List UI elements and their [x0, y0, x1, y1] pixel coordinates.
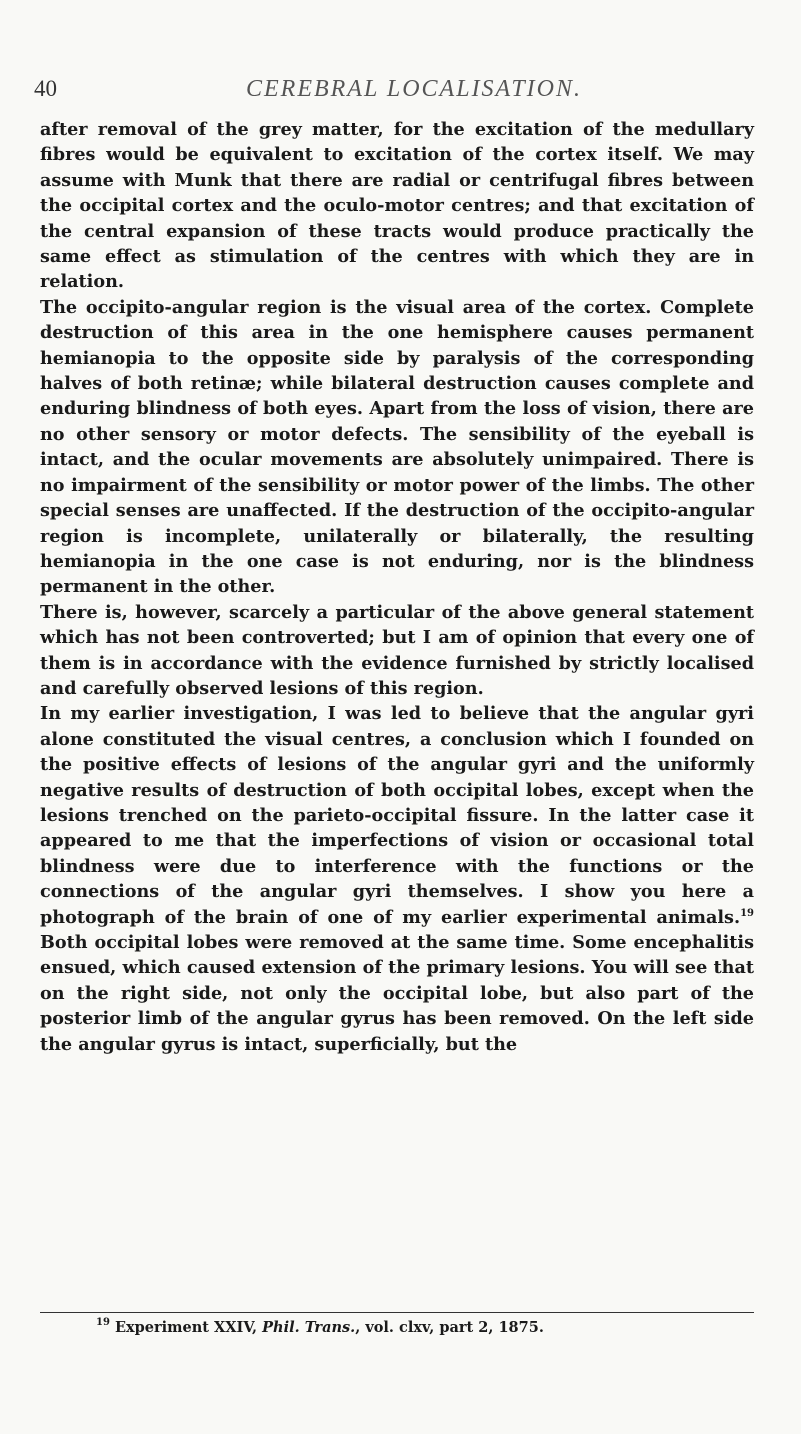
- running-title: CEREBRAL LOCALISATION.: [245, 76, 583, 102]
- paragraph-3: There is, however, scarcely a particular of the above general statement which has not been controverted; but I am of opinion that every one of them is in accordance with the evidence furnished by strictly localised and carefully observed lesions of this region.: [40, 601, 754, 699]
- footnote-text-after: , vol. clxv, part 2, 1875.: [355, 1319, 544, 1336]
- page-number: 40: [34, 76, 57, 101]
- paragraph-2: The occipito-angular region is the visual area of the cortex. Complete destruction of this area in the one hemisphere causes permanent hemianopia to the opposite side by paralysis of the corresponding halves of both retinæ; while bilateral destruction causes complete and enduring blindness of both eyes. Apart from the loss of vision, there are no other sensory or motor defects. The sensibility of the eyeball is intact, and the ocular movements are absolutely unimpaired. There is no impairment of the sensibility or motor power of the limbs. The other special senses are unaffected. If the destruction of the occipito-angular region is incomplete, unilaterally or bilaterally, the resulting hemianopia in the one case is not enduring, nor is the blindness permanent in the other.: [40, 296, 754, 598]
- body-text: [40, 117, 754, 1057]
- paragraph-4: [40, 701, 754, 1057]
- footnote-divider: [40, 1312, 754, 1313]
- paragraph-1: after removal of the grey matter, for the excitation of the medullary fibres would be equivalent to excitation of the cortex itself. We may assume with Munk that there are radial or centrifugal fibres between the occipital cortex and the oculo-motor centres; and that excitation of the central expansion of these tracts would produce practically the same effect as stimulation of the centres with which they are in relation.: [40, 119, 754, 293]
- footnote-text-before: Experiment XXIV,: [109, 1319, 263, 1336]
- footnote-number: 19: [96, 1317, 110, 1328]
- paragraph-4-tail: Both occipital lobes were removed at the same time. Some encephalitis ensued, which caused extension of the primary lesions. You will see that on the right side, not only the occipital lobe, but also part of the posterior limb of the angular gyrus has been removed. On the left side the angular gyrus is intact, superficially, but the: [40, 932, 754, 1055]
- footnote-reference: 19: [740, 907, 754, 919]
- paragraph-4-text: In my earlier investigation, I was led to believe that the angular gyri alone constituted the visual centres, a conclusion which I founded on the positive effects of lesions of the angular gyri and the uniformly negative results of destruction of both occipital lobes, except when the lesions trenched on the parieto-occipital fissure. In the latter case it appeared to me that the imperfections of vision or occasional total blindness were due to interference with the functions or the connections of the angular gyri themselves. I show you here a photograph of the brain of one of my earlier experimental animals.: [40, 703, 754, 928]
- page-header: [34, 72, 754, 112]
- footnote-journal: Phil. Trans.: [262, 1319, 356, 1336]
- footnote: [96, 1318, 756, 1338]
